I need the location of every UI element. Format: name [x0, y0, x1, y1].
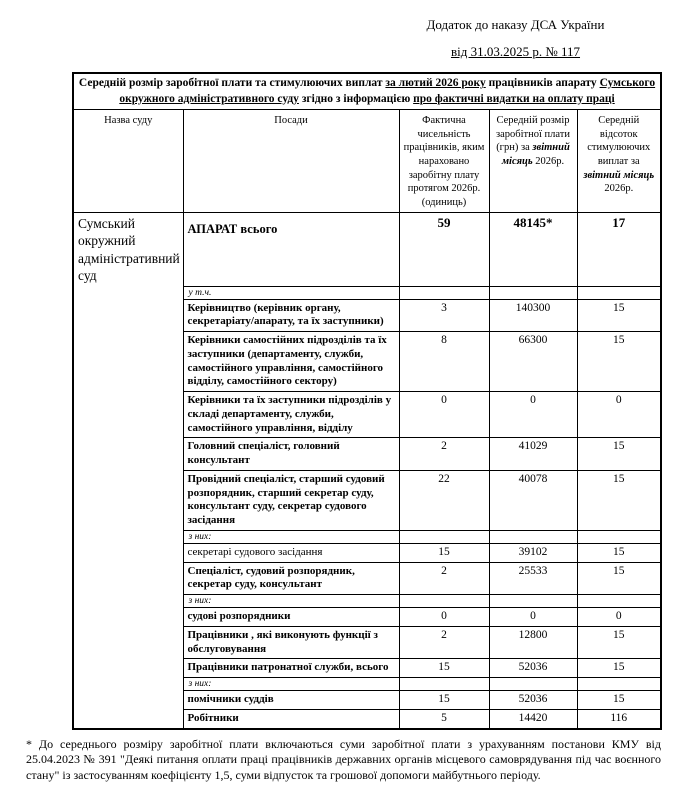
salary-cell: 52036	[489, 691, 577, 710]
position-cell: Керівники самостійних підрозділів та їх заступники (департаменту, служби, самостійного управління, самостійного відділу, самостійного сектору)	[183, 332, 399, 392]
percent-cell: 0	[577, 608, 661, 627]
percent-cell: 15	[577, 299, 661, 332]
col-header-salary	[489, 110, 577, 212]
percent-cell	[577, 595, 661, 608]
percent-cell	[577, 530, 661, 543]
salary-cell	[489, 530, 577, 543]
count-cell: 0	[399, 392, 489, 438]
position-cell: Керівники та їх заступники підрозділів у складі департаменту, служби, самостійного управління, відділу	[183, 392, 399, 438]
title-text: працівників апарату	[485, 77, 600, 90]
percent-cell: 17	[577, 212, 661, 286]
col-header-salary-text: Середній розмір заробітної плати (грн) за	[495, 115, 571, 154]
percent-cell: 15	[577, 332, 661, 392]
percent-cell	[577, 286, 661, 299]
count-cell	[399, 595, 489, 608]
count-cell: 15	[399, 659, 489, 678]
percent-cell: 15	[577, 470, 661, 530]
count-cell: 15	[399, 691, 489, 710]
table-wrapper	[72, 72, 675, 730]
title-expense-underlined: про фактичні видатки на оплату праці	[413, 92, 615, 105]
position-cell: Провідний спеціаліст, старший судовий розпорядник, старший секретар суду, консультант суду, секретар судового засідання	[183, 470, 399, 530]
percent-cell: 116	[577, 709, 661, 728]
col-header-percent-month: звітний місяць	[583, 169, 655, 181]
salary-cell: 52036	[489, 659, 577, 678]
appendix-note	[388, 16, 643, 60]
section-label-cell: з них:	[183, 530, 399, 543]
col-header-salary-year: 2026р.	[532, 156, 565, 168]
position-cell: судові розпорядники	[183, 608, 399, 627]
salary-cell: 0	[489, 392, 577, 438]
salary-table	[72, 72, 662, 730]
position-cell: Працівники , які виконують функції з обслуговування	[183, 626, 399, 659]
col-header-percent-year: 2026р.	[604, 183, 634, 195]
position-cell: помічники суддів	[183, 691, 399, 710]
count-cell: 22	[399, 470, 489, 530]
position-cell: секретарі судового засідання	[183, 543, 399, 562]
footnote: * До середнього розміру заробітної плати включаються суми заробітної плати з урахуванням постанови КМУ від 25.04.2023 № 391 "Деякі питання оплати праці працівників державних органів місцевого самоврядування під час воєнного стану" із застосуванням коефіцієнту 1,5, суми відпусток та грошової допомоги майбутнього періоду.	[26, 736, 661, 782]
col-header-salary-month: звітний місяць	[501, 142, 570, 168]
title-text: Середній розмір заробітної плати та стимулюючих виплат	[78, 77, 386, 90]
count-cell: 5	[399, 709, 489, 728]
title-row	[73, 73, 661, 110]
count-cell	[399, 530, 489, 543]
percent-cell: 15	[577, 438, 661, 471]
salary-cell: 140300	[489, 299, 577, 332]
position-cell: Працівники патронатної служби, всього	[183, 659, 399, 678]
section-label-cell: з них:	[183, 595, 399, 608]
court-name-cell: Сумський окружний адміністративний суд	[73, 212, 183, 729]
table-title	[73, 73, 661, 110]
salary-cell: 40078	[489, 470, 577, 530]
percent-cell	[577, 678, 661, 691]
count-cell: 2	[399, 438, 489, 471]
position-cell: Робітники	[183, 709, 399, 728]
position-cell: АПАРАТ всього	[183, 212, 399, 286]
title-text: згідно з інформацією	[298, 92, 414, 105]
count-cell: 15	[399, 543, 489, 562]
salary-cell: 0	[489, 608, 577, 627]
section-label-cell: у т.ч.	[183, 286, 399, 299]
appendix-line2: від 31.03.2025 р. № 117	[450, 43, 581, 59]
col-header-court: Назва суду	[73, 110, 183, 212]
position-cell: Головний спеціаліст, головний консультант	[183, 438, 399, 471]
count-cell: 2	[399, 562, 489, 595]
percent-cell: 15	[577, 691, 661, 710]
count-cell: 0	[399, 608, 489, 627]
header-row	[73, 110, 661, 212]
salary-cell: 41029	[489, 438, 577, 471]
col-header-percent-text: Середній відсоток стимулюючих виплат за	[587, 115, 651, 168]
appendix-line1: Додаток до наказу ДСА України	[426, 17, 605, 32]
percent-cell: 15	[577, 543, 661, 562]
position-cell: Керівництво (керівник органу, секретаріату/апарату, та їх заступники)	[183, 299, 399, 332]
salary-cell: 66300	[489, 332, 577, 392]
title-period-underlined: за лютий 2026 року	[385, 77, 486, 90]
salary-cell: 25533	[489, 562, 577, 595]
salary-cell: 14420	[489, 709, 577, 728]
percent-cell: 15	[577, 626, 661, 659]
section-label-cell: з них:	[183, 678, 399, 691]
salary-cell: 48145*	[489, 212, 577, 286]
percent-cell: 15	[577, 562, 661, 595]
percent-cell: 15	[577, 659, 661, 678]
count-cell: 2	[399, 626, 489, 659]
salary-cell	[489, 595, 577, 608]
col-header-headcount: Фактична чисельність працівників, яким нараховано заробітну плату протягом 2026р.(одиниць)	[399, 110, 489, 212]
count-cell: 59	[399, 212, 489, 286]
col-header-percent	[577, 110, 661, 212]
count-cell	[399, 678, 489, 691]
count-cell	[399, 286, 489, 299]
count-cell: 8	[399, 332, 489, 392]
salary-cell	[489, 678, 577, 691]
salary-cell	[489, 286, 577, 299]
salary-cell: 39102	[489, 543, 577, 562]
col-header-positions: Посади	[183, 110, 399, 212]
percent-cell: 0	[577, 392, 661, 438]
table-row	[73, 212, 661, 286]
title-court-underlined: Сумського окружного адміністративного суду	[119, 77, 656, 105]
position-cell: Спеціаліст, судовий розпорядник, секретар суду, консультант	[183, 562, 399, 595]
count-cell: 3	[399, 299, 489, 332]
salary-cell: 12800	[489, 626, 577, 659]
